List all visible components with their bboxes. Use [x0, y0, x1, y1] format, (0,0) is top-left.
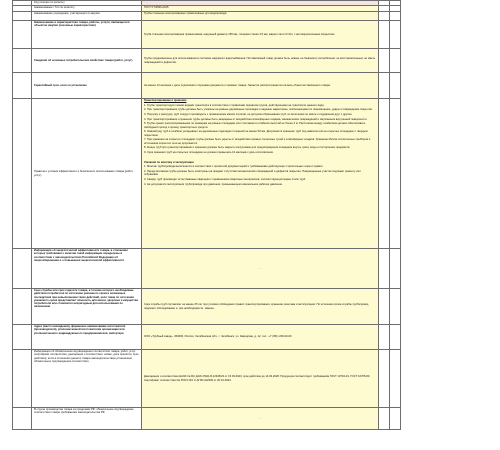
- row-usage-rules: [13, 99, 401, 249]
- row-value: ГОСТ Р 54560-2015: [142, 6, 379, 12]
- paragraph: 8. Концы труб при транспортировании и хранении должны быть закрыты заглушками для предотвращения попадания внутрь грязи, воды и посторонних предметов.: [144, 146, 351, 150]
- paragraph: 4. Не допускается эксплуатация трубопровода при давлении, превышающем номинальное рабочее давление.: [144, 182, 283, 186]
- row-characteristics: [13, 21, 401, 49]
- paragraph: 2. При транспортировании трубы должны быть уложены на ровные деревянные прокладки и надежно закреплены, исключающими их перемещение, удары и повреждение покрытия.: [144, 108, 373, 112]
- row-value: ООО «Трубный завод», 454000, Россия, Челябинская обл., г. Челябинск, ул. Заводская, д. 12, тел.: +7 (351) 200-00-00: [142, 325, 379, 350]
- row-value: Труба стальная электросварная прямошовная, наружный диаметр 159 мм, толщина стенки 4,5 мм, марка стали Ст3сп, с антикоррозионным покрытием: [142, 21, 379, 49]
- row-label: Сведения об основных потребительских свойствах товара (работ, услуг): [32, 49, 142, 73]
- section-subtitle: Указания по монтажу и эксплуатации: [144, 160, 194, 164]
- row-value: Трубы предназначены для использования в системах наружного водоснабжения. Поставляемый товар должен быть новым, не бывшим в употреблении, не восстановленным, не иметь повреждений и дефектов.: [142, 49, 379, 73]
- row-value: Срок службы труб составляет не менее 25 лет при условии соблюдения правил транспортирования, хранения, монтажа и эксплуатации. По истечении срока службы трубопровод подлежит обследованию и, при необходимости, замене.: [142, 289, 379, 325]
- row-value: -: [142, 249, 379, 289]
- paragraph: 1. Трубы транспортируют всеми видами транспорта в соответствии с правилами перевозок грузов, действующими на транспорте данного вида.: [144, 103, 325, 107]
- paragraph: 6. Нижний ряд труб в штабеле укладывают на деревянные подкладки толщиной не менее 50 мм. Допускается хранение труб под навесом или на открытых площадках с твердым покрытием.: [144, 130, 368, 137]
- paragraph: 4. При транспортировании и хранении трубы должны быть защищены от воздействия атмосферных осадков, механических повреждений и загрязнения внутренней поверхности.: [144, 117, 368, 121]
- row-value: Трубы стальные электросварные прямошовные для водопровода: [142, 12, 379, 21]
- row-label: Наименование учреждения, участвующего в закупке: [32, 12, 142, 21]
- row-consumer-properties: [13, 49, 401, 73]
- row-label: Код позиции по каталогу: [32, 1, 142, 6]
- row-purchaser: [13, 12, 401, 21]
- usage-rules-cell: [142, 99, 379, 249]
- row-import-conformity: [13, 408, 401, 430]
- row-value: Не менее 12 месяцев с даты подписания сторонами документа о приемке товара. Гарантия распространяется на весь объем поставленного товара.: [142, 73, 379, 99]
- row-label: Правила и условия эффективного и безопасного использования товара (работ, услуг): [32, 99, 142, 249]
- row-value: -: [142, 408, 379, 430]
- row-service-life: [13, 289, 401, 325]
- product-info-table: [12, 0, 401, 430]
- section-title: Транспортирование и хранение: [144, 99, 187, 102]
- row-manufacturer: [13, 325, 401, 350]
- paragraph: 7. При хранении на открытых площадках трубы должны быть укрыты от воздействия прямых солнечных лучей и атмосферных осадков. Хранение вблизи отопительных приборов и источников открытого огня не допускается.: [144, 138, 371, 145]
- row-value: Декларация о соответствии ЕАЭС № RU Д-RU.РА01.В.12345/23 от 15.03.2023, срок действия до 14.03.2028. Продукция соответствует требованиям ГОСТ 10704-91, ГОСТ 10705-80. Сертификат соответствия № РОСС RU.С.АГ00.Н12345 от 20.01.2023.: [142, 350, 379, 408]
- row-label: В случае производства товара за пределами РФ: обязательное подтверждение соответствия товара требованиям законодательства РФ: [32, 408, 142, 430]
- row-conformity: [13, 350, 401, 408]
- paragraph: 3. Сварку труб производят аттестованные сварщики с применением сварочных материалов, соответствующих марке стали труб.: [144, 178, 306, 182]
- row-label: Наименование / Тип по каталогу: [32, 6, 142, 12]
- row-label: Информация об энергетической эффективности товара, в отношении которых требования о наличии такой информации определены в соответствии с законодательством Российской Федерации об энергосбережении и о повышении энергетической эффективности: [32, 249, 142, 289]
- row-label: Гарантийный срок, если он установлен: [32, 73, 142, 99]
- row-energy-efficiency: [13, 249, 401, 289]
- row-label: Адрес (место нахождения), фирменное наименование изготовителя (производителя), уполномоченной изготовителем организации или уполномоченного индивидуального предпринимателя, импортера: [32, 325, 142, 350]
- paragraph: 1. Монтаж трубопровода выполняется в соответствии с проектной документацией и требованиями действующих строительных норм и правил.: [144, 165, 324, 169]
- row-warranty: [13, 73, 401, 99]
- paragraph: 3. Погрузку и разгрузку труб следует производить с применением мягких стропов, не допуская сбрасывания труб, их волочения по земле и соударения друг с другом.: [144, 113, 353, 117]
- row-label: Информация об обязательном подтверждении соответствия товара, работ, услуг (сертификат соответствия, декларация о соответствии, номер, дата принятия, срок действия), если в отношении данного товара законодательством установлено обязательное подтверждение соответствия: [32, 350, 142, 408]
- paragraph: 9. Срок хранения труб на открытых площадках не должен превышать 12 месяцев с даты изготовления.: [144, 151, 274, 155]
- row-label: Наименование и характеристики товара, работы, услуги, являющегося объектом закупки (основные характеристики): [32, 21, 142, 49]
- paragraph: 5. Трубы хранят рассортированными по размерам на ровных площадках или стеллажах в штабелях высотой не более 2 м. Расстояние между штабелями должно обеспечивать свободный проход и проезд транспортных средств.: [144, 122, 366, 129]
- paragraph: 2. Перед монтажом трубы должны быть осмотрены на предмет отсутствия механических повреждений и дефектов покрытия. Поврежденные участки подлежат ремонту или отбраковке.: [144, 170, 361, 177]
- row-label: Срок службы или срок годности товара, в течение которого необходимые действия потребителя по истечении указанного срока и возможные последствия при невыполнении таких действий, если товар по истечении указанного срока представляет опасность для жизни, здоровья и имущества потребителя или становится непригодным для использования по назначению: [32, 289, 142, 325]
